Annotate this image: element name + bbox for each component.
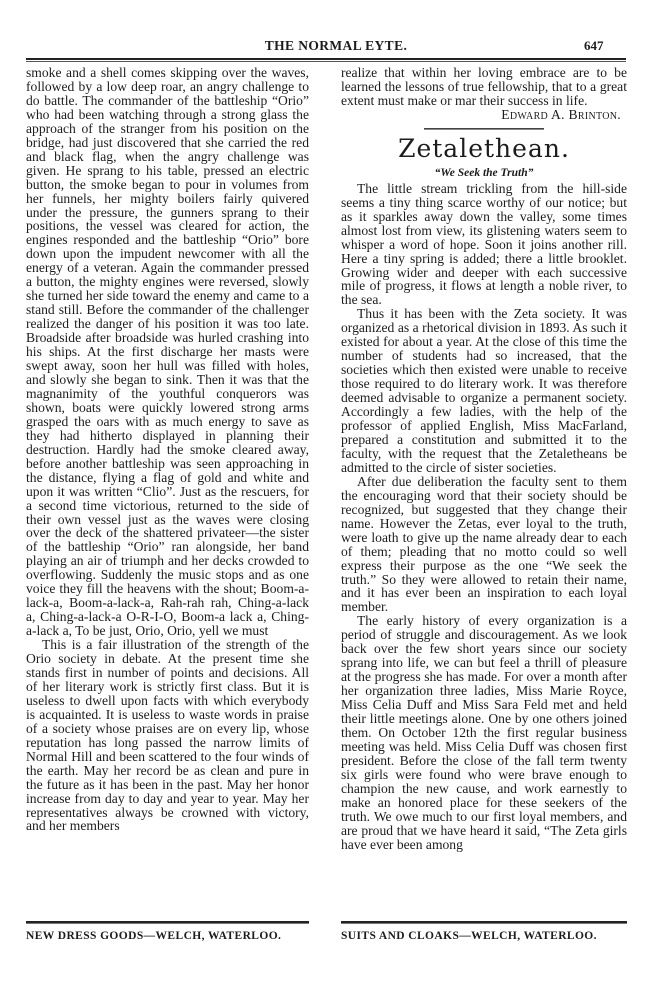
article-paragraph: This is a fair illustration of the strength of the Orio society in debate. At the present time she stands first in number of points and decisions. All of her literary work is strictly first class. But it is useless to dwell upon facts with which everybody is acquainted. It is useless to waste words in praise of a society whose praises are on every lip, whose reputation has long passed the narrow limits of Normal Hill and been scattered to the four winds of the earth. May her record be as clean and pure in the future as it has been in the past. May her honor increase from day to day and year to year. May her representatives always be crowned with victory, and her members [26, 637, 309, 834]
running-head [0, 38, 672, 54]
footer-rule-right [341, 921, 627, 924]
page-number: 647 [584, 38, 604, 53]
footer-advertisement-right: SUITS AND CLOAKS—WELCH, WATERLOO. [341, 930, 597, 942]
article-paragraph: smoke and a shell comes skipping over the waves, followed by a low deep roar, an angry challenge to do battle. The commander of the battleship “Orio” who had been watching through a strong glass the approach of the stranger from his position on the bridge, had just discovered that she carried the red and black flag, when the angry challenge was given. He sprang to his table, pressed an electric button, the smoke began to pour in volumes from her funnels, her mighty boilers fairly quivered under the pressure, the gunners sprang to their positions, the vessel was cleared for action, the engines responded and the battleship “Orio” bore down upon the impudent newcomer with all the energy of a veteran. Again the commander pressed a button, the mighty engines were reversed, slowly she turned her side toward the enemy and came to a stand still. Before the commander of the challenger realized the danger of his position it was too late. Broadside after broadside was hurled crashing into his ships. At the first discharge her masts were swept away, soon her hull was filled with holes, and slowly she began to sink. Then it was that the magnanimity of the youthful conquerors was shown, boats were quickly lowered strong arms grasped the oars with as much energy to save as they had hitherto displayed in planning their destruction. Hardly had the smoke cleared away, before another battleship was seen approaching in the distance, flying a flag of gold and white and upon it was written “Clio”. Just as the rescuers, for a second time victorious, returned to the side of their own vessel just as the waves were closing over the deck of the shattered privateer—the sister of the battleship “Orio” ran alongside, her band playing an air of triumph and her decks crowded to overflowing. Suddenly the music stops and as one voice they fill the heavens with the shout; Boom-a-lack-a, Boom-a-lack-a, Rah-rah rah, Ching-a-lack a, Ching-a-lack-a O-R-I-O, Boom-a lack a, Ching-a-lack a, To be just, Orio, Orio, yell we must [26, 65, 309, 639]
footer-rule-left [26, 921, 309, 924]
publication-title: THE NORMAL EYTE. [264, 38, 408, 53]
left-column [26, 66, 309, 833]
section-title: Zetalethean. [398, 133, 570, 163]
author-signature: Edward A. Brinton. [501, 106, 621, 122]
header-rule [26, 58, 626, 62]
right-column [341, 66, 627, 852]
footer-advertisement-left: NEW DRESS GOODS—WELCH, WATERLOO. [26, 930, 282, 942]
article-continuation [341, 66, 627, 122]
section-motto: “We Seek the Truth” [434, 166, 534, 179]
article-paragraph: The early history of every organization is a period of struggle and discouragement. As we look back over the few short years since our society sprang into life, we can but feel a thrill of pleasure at the progress she has made. For over a month after her organization three ladies, Miss Marie Royce, Miss Celia Duff and Miss Sara Feld met and held their little meetings alone. One by one others joined them. On October 12th the first regular business meeting was held. Miss Celia Duff was chosen first president. Before the close of the fall term twenty six girls were found who were brave enough to champion the new cause, and work earnestly to make an honored place for these seekers of the truth. We owe much to our first loyal members, and are proud that we have heard it said, “The Zeta girls have ever been among [341, 613, 627, 852]
section-divider [424, 128, 544, 130]
article-paragraph: The little stream trickling from the hill-side seems a tiny thing scarce worthy of our notice; but as it sparkles away down the valley, some times almost lost from view, its glistening waters seem to whisper a word of hope. Soon it joins another rill. Here a tiny spring is added; there a little brooklet. Growing wider and deeper with each successive mile of progress, it flows at length a noble river, to the sea. [341, 180, 627, 308]
article-paragraph: Thus it has been with the Zeta society. It was organized as a rhetorical division in 1893. As such it existed for about a year. At the close of this time the number of students had so increased, that the societies which then existed were unable to receive those required to do literary work. It was therefore deemed advisable to organize a permanent society. Accordingly a few ladies, with the help of the professor of applied English, Miss MacFarland, prepared a constitution and submitted it to the faculty, with the request that the Zetaletheans be admitted to the circle of sister societies. [341, 306, 627, 475]
article-paragraph: After due deliberation the faculty sent to them the encouraging word that their society should be recognized, but suggested that they change their name. However the Zetas, ever loyal to the truth, were loath to give up the name already dear to each of them; pleading that no motto could so well express their purpose as the one “We seek the truth.” So they were allowed to retain their name, and it has ever been an inspiration to each loyal member. [341, 473, 627, 615]
continuation-text: realize that within her loving embrace are to be learned the lessons of true fellowship, that to a great extent must make or mar their success in life. [341, 65, 627, 108]
